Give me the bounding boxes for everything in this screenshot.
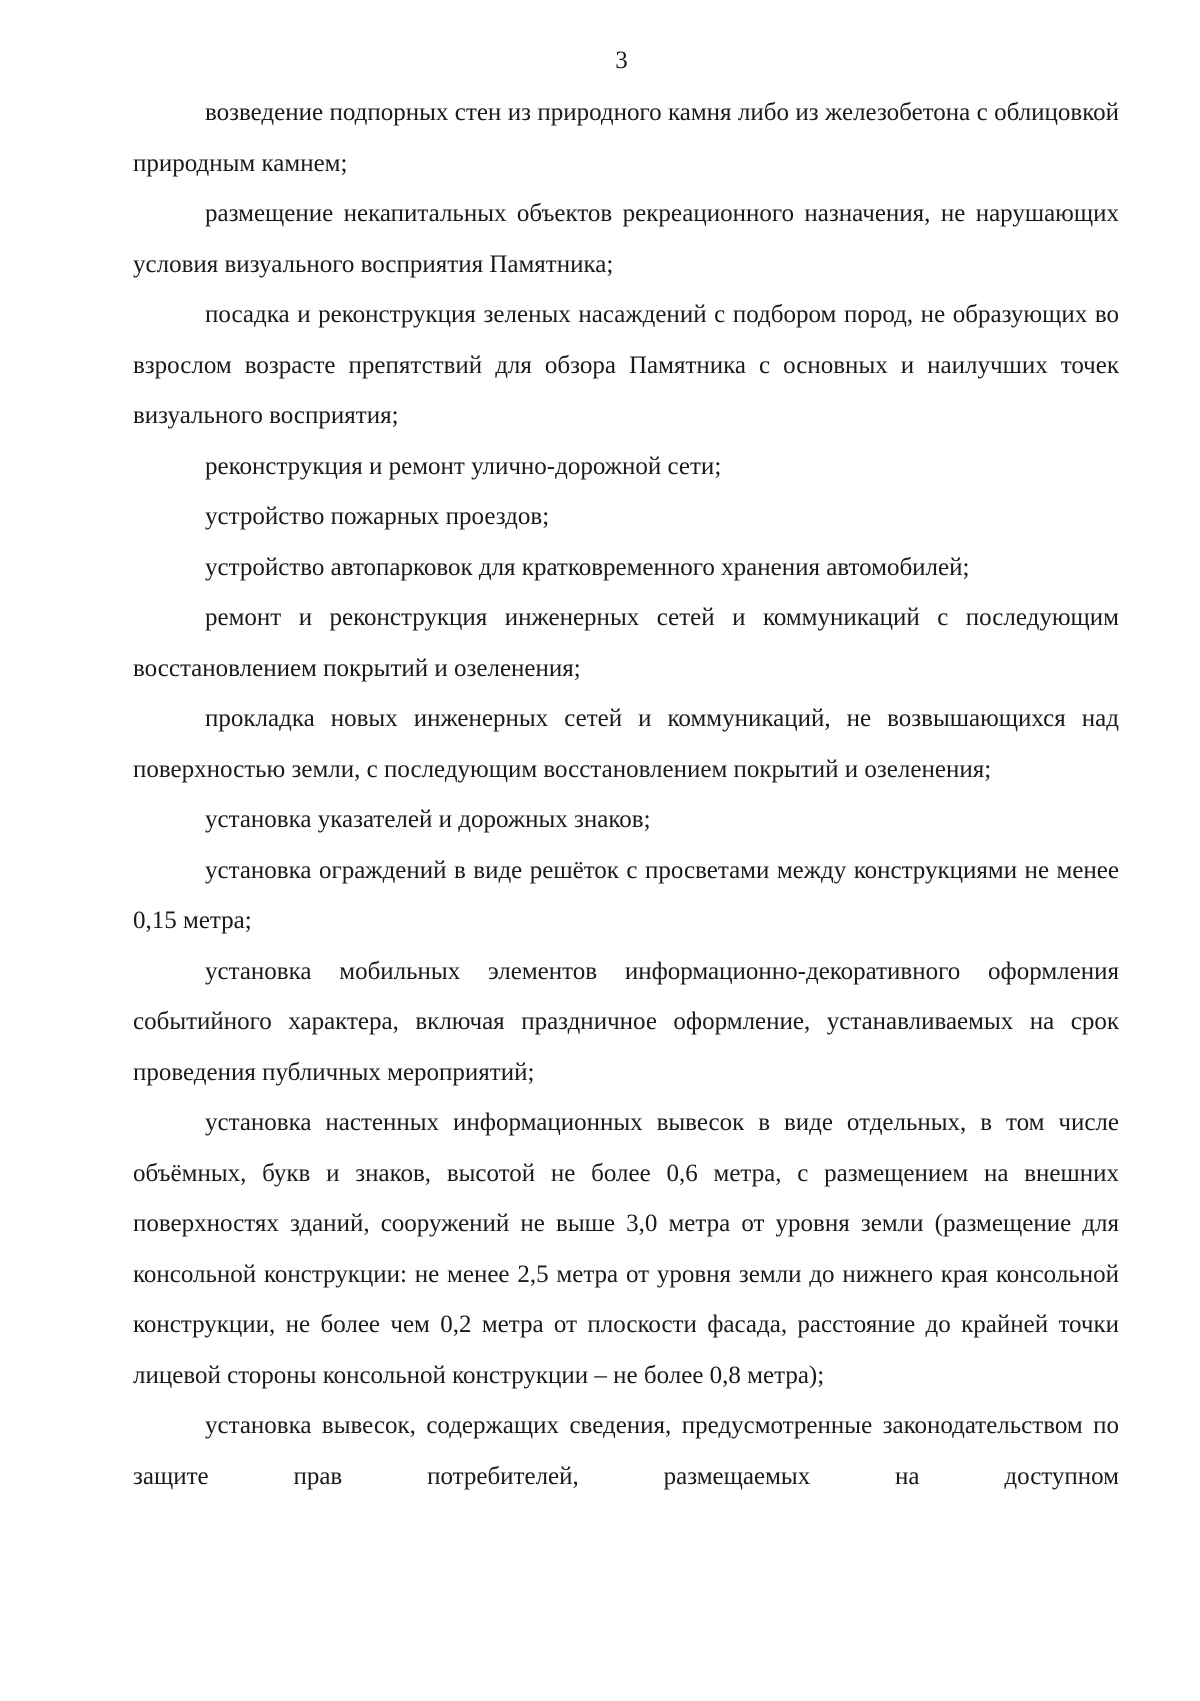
paragraph-wall-signs: установка настенных информационных вывесок в виде отдельных, в том числе объёмных, букв и знаков, высотой не более 0,6 метра, с размещением на внешних поверхностях зданий, сооружений не выше 3,0 метра от уровня земли (размещение для консольной конструкции: не менее 2,5 метра от уровня земли до нижнего края консольной конструкции, не более чем 0,2 метра от плоскости фасада, расстояние до крайней точки лицевой стороны консольной конструкции – не более 0,8 метра); bbox=[133, 1109, 1119, 1389]
paragraph-road-network: реконструкция и ремонт улично-дорожной сети; bbox=[205, 452, 722, 480]
document-body bbox=[133, 88, 1119, 1502]
paragraph-consumer-signs: установка вывесок, содержащих сведения, предусмотренные законодательством по защите прав потребителей, размещаемых на доступном bbox=[133, 1412, 1119, 1490]
paragraph-decorative-elements: установка мобильных элементов информационно-декоративного оформления событийного характера, включая праздничное оформление, устанавливаемых на срок проведения публичных мероприятий; bbox=[133, 957, 1119, 1086]
paragraph-road-signs: установка указателей и дорожных знаков; bbox=[205, 806, 651, 833]
paragraph-retaining-walls: возведение подпорных стен из природного камня либо из железобетона с облицовкой природным камнем; bbox=[133, 99, 1119, 177]
paragraph-green-planting: посадка и реконструкция зеленых насаждений с подбором пород, не образующих во взрослом возрасте препятствий для обзора Памятника с основных и наилучших точек визуального восприятия; bbox=[133, 301, 1119, 429]
paragraph-recreational-objects: размещение некапитальных объектов рекреационного назначения, не нарушающих условия визуального восприятия Памятника; bbox=[133, 200, 1119, 278]
page-number: 3 bbox=[615, 47, 628, 74]
paragraph-parking: устройство автопарковок для кратковременного хранения автомобилей; bbox=[205, 553, 970, 581]
paragraph-engineering-repair: ремонт и реконструкция инженерных сетей и коммуникаций с последующим восстановлением покрытий и озеленения; bbox=[133, 604, 1119, 682]
paragraph-fences: установка ограждений в виде решёток с просветами между конструкциями не менее 0,15 метра; bbox=[133, 856, 1119, 934]
paragraph-new-engineering: прокладка новых инженерных сетей и коммуникаций, не возвышающихся над поверхностью земли, с последующим восстановлением покрытий и озеленения; bbox=[133, 705, 1119, 783]
paragraph-fire-passages: устройство пожарных проездов; bbox=[205, 503, 550, 530]
